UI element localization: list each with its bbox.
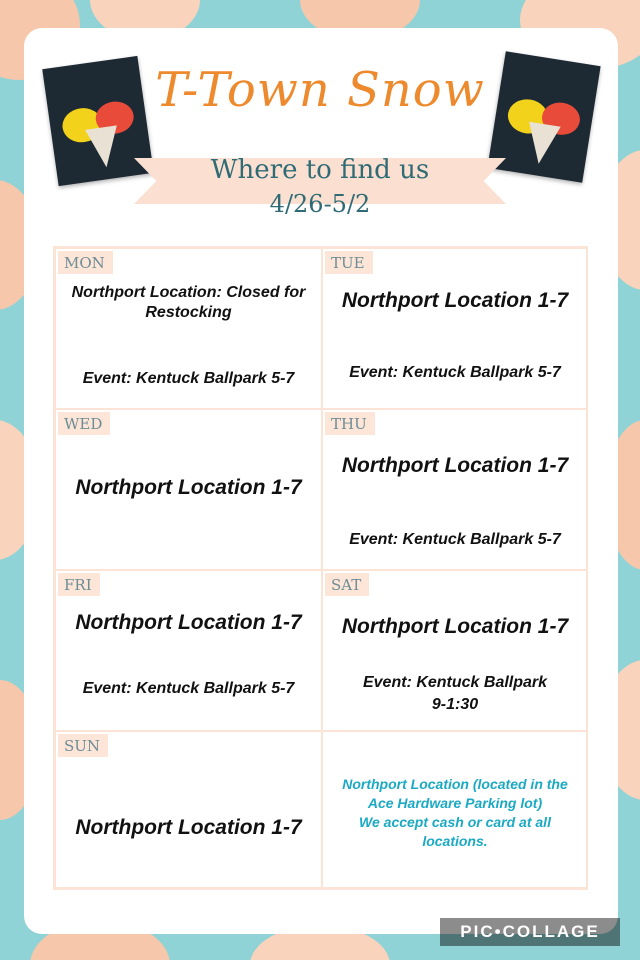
day-cell-tue [322,248,588,409]
location-text: Northport Location 1-7 [75,476,302,499]
note-line: locations. [422,833,488,849]
event-text: Event: Kentuck Ballpark 5-7 [82,680,295,697]
location-text: Northport Location 1-7 [341,615,569,638]
subtitle: Where to find us [210,155,430,185]
day-cell-sun [55,731,322,888]
date-range: 4/26-5/2 [269,190,371,218]
event-text: Event: Kentuck Ballpark 5-7 [82,370,295,387]
brand-title: T-Town Snow [155,62,485,118]
schedule-grid [53,246,588,890]
event-text: Event: Kentuck Ballpark [362,674,548,691]
day-cell-mon [55,248,322,409]
day-cell-thu [322,409,588,570]
location-text: Northport Location 1-7 [341,454,569,477]
day-label: MON [58,251,113,274]
day-label: THU [325,412,375,435]
day-label: FRI [58,573,100,596]
day-cell-fri [55,570,322,731]
day-cell-sat [322,570,588,731]
note-line: We accept cash or card at all [359,814,551,830]
note-line: Ace Hardware Parking lot) [367,795,543,811]
watermark: PIC•COLLAGE [440,918,620,946]
location-text: Northport Location 1-7 [75,816,302,839]
day-label: TUE [325,251,373,274]
day-label: SAT [325,573,369,596]
day-cell-wed [55,409,322,570]
event-time-text: 9-1:30 [431,696,479,713]
event-text: Event: Kentuck Ballpark 5-7 [349,531,561,548]
event-text: Event: Kentuck Ballpark 5-7 [349,364,561,381]
info-cell [322,731,588,888]
location-text: Northport Location 1-7 [75,611,302,634]
day-label: WED [58,412,110,435]
location-text: Northport Location: Closed for Restocking [71,284,306,321]
location-text: Northport Location 1-7 [341,289,569,312]
day-label: SUN [58,734,108,757]
note-line: Northport Location (located in the [342,776,568,792]
